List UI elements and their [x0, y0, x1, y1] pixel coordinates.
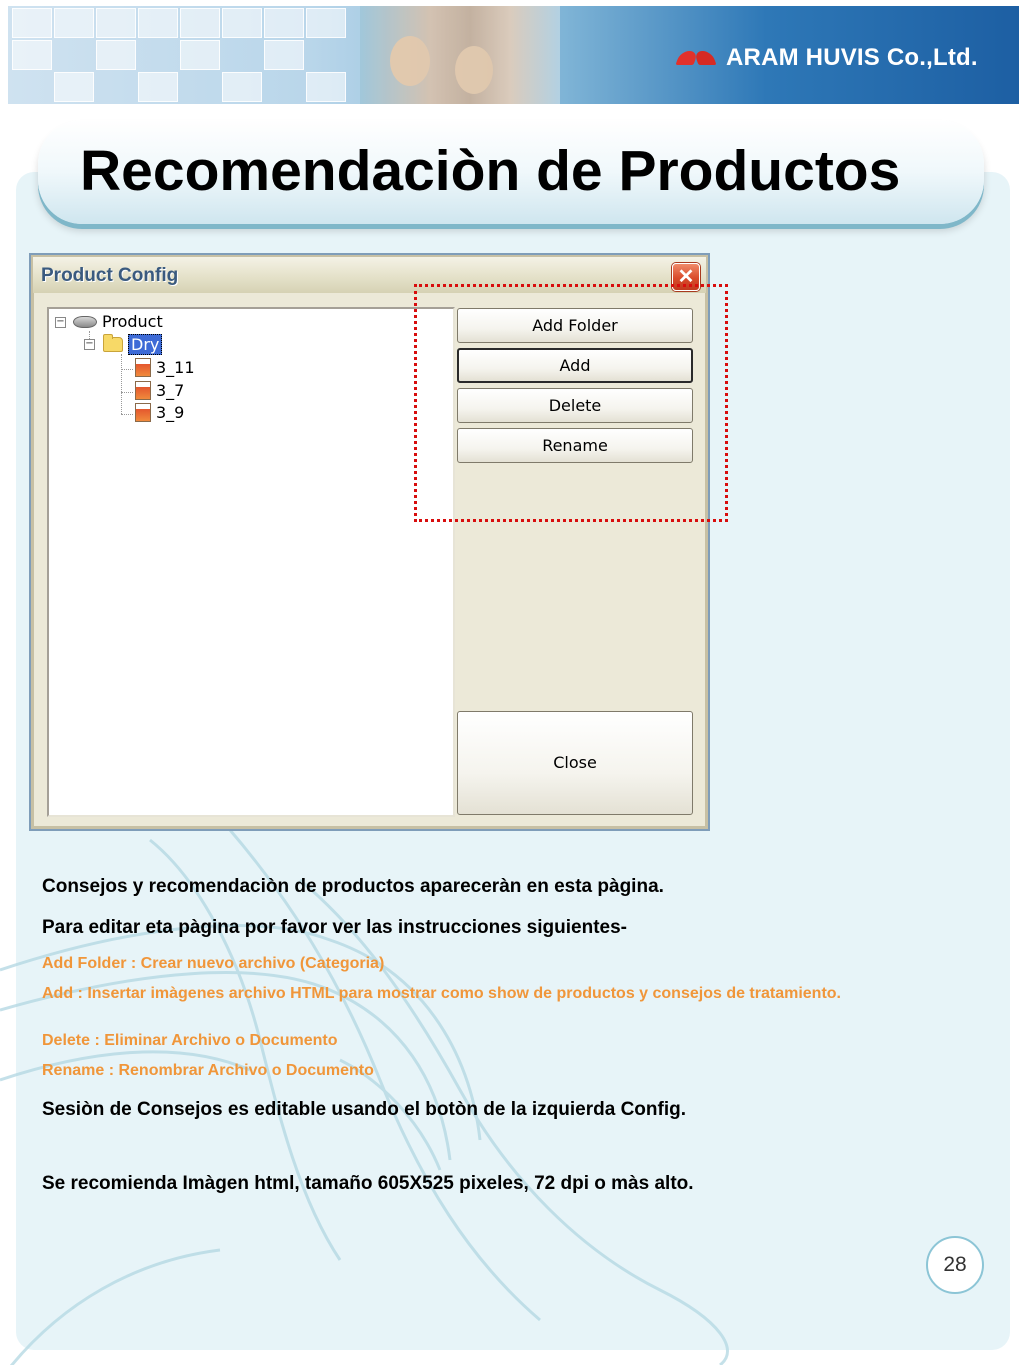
banner-tile	[264, 8, 304, 38]
drive-icon	[73, 316, 97, 328]
tree-connector	[121, 414, 133, 415]
tree-node-label-selected: Dry	[128, 334, 162, 355]
delete-description: Delete : Eliminar Archivo o Documento	[42, 1032, 338, 1049]
tree-node-dry[interactable]	[103, 334, 162, 355]
tree-connector	[121, 354, 122, 414]
banner-tile	[54, 8, 94, 38]
image-recommendation: Se recomienda Imàgen html, tamaño 605X525 pixeles, 72 dpi o màs alto.	[42, 1173, 694, 1194]
tree-node-label: Product	[102, 312, 163, 331]
collapse-toggle-dry[interactable]: −	[85, 338, 94, 349]
add-button[interactable]: Add	[457, 348, 693, 383]
banner-photo	[360, 6, 560, 104]
tree-item[interactable]	[135, 403, 184, 422]
tree-item-label: 3_11	[156, 358, 195, 377]
banner-tile	[306, 8, 346, 38]
close-icon[interactable]: ✕	[672, 263, 700, 291]
brand-logo	[676, 44, 978, 72]
tree-item[interactable]	[135, 358, 195, 377]
banner-tile	[264, 40, 304, 70]
banner-photo-face	[390, 36, 430, 86]
add-folder-button[interactable]: Add Folder	[457, 308, 693, 343]
dialog-title: Product Config	[41, 265, 179, 286]
html-file-icon	[135, 358, 151, 377]
delete-button[interactable]: Delete	[457, 388, 693, 423]
dialog-titlebar[interactable]	[33, 257, 706, 293]
rename-description: Rename : Renombrar Archivo o Documento	[42, 1062, 374, 1079]
folder-open-icon	[103, 337, 123, 352]
add-folder-description: Add Folder : Crear nuevo archivo (Categoria)	[42, 955, 385, 972]
tree-node-product[interactable]	[73, 312, 163, 331]
banner-photo-face	[455, 46, 493, 94]
mouse-watermark-image	[0, 820, 1024, 1365]
product-tree[interactable]	[47, 307, 455, 817]
product-config-dialog	[29, 253, 710, 831]
banner-tile	[12, 8, 52, 38]
banner-tile	[96, 40, 136, 70]
header-banner	[8, 6, 1019, 104]
banner-tile	[54, 72, 94, 102]
add-description: Add : Insertar imàgenes archivo HTML para mostrar como show de productos y consejos de tratamiento.	[42, 985, 841, 1002]
banner-tile	[222, 72, 262, 102]
close-button[interactable]: Close	[457, 711, 693, 815]
banner-tile	[306, 72, 346, 102]
page-number: 28	[926, 1236, 984, 1294]
tree-item[interactable]	[135, 381, 184, 400]
brand-name: ARAM HUVIS Co.,Ltd.	[726, 44, 978, 71]
editable-note: Sesiòn de Consejos es editable usando el botòn de la izquierda Config.	[42, 1099, 686, 1120]
banner-tile	[12, 40, 52, 70]
tree-item-label: 3_9	[156, 403, 185, 422]
tree-connector	[121, 392, 133, 393]
banner-tile	[138, 8, 178, 38]
tree-item-label: 3_7	[156, 381, 185, 400]
banner-tile	[96, 8, 136, 38]
html-file-icon	[135, 403, 151, 422]
aram-huvis-logo-icon	[676, 47, 718, 69]
banner-tile	[222, 8, 262, 38]
banner-tile	[138, 72, 178, 102]
collapse-toggle-product[interactable]: −	[56, 316, 65, 327]
page-title: Recomendaciòn de Productos	[80, 139, 901, 203]
tree-connector	[121, 369, 133, 370]
intro-text: Consejos y recomendaciòn de productos apareceràn en esta pàgina.	[42, 876, 664, 897]
banner-tile	[180, 8, 220, 38]
instructions-heading: Para editar eta pàgina por favor ver las instrucciones siguientes-	[42, 917, 627, 938]
banner-tile	[180, 40, 220, 70]
rename-button[interactable]: Rename	[457, 428, 693, 463]
html-file-icon	[135, 381, 151, 400]
